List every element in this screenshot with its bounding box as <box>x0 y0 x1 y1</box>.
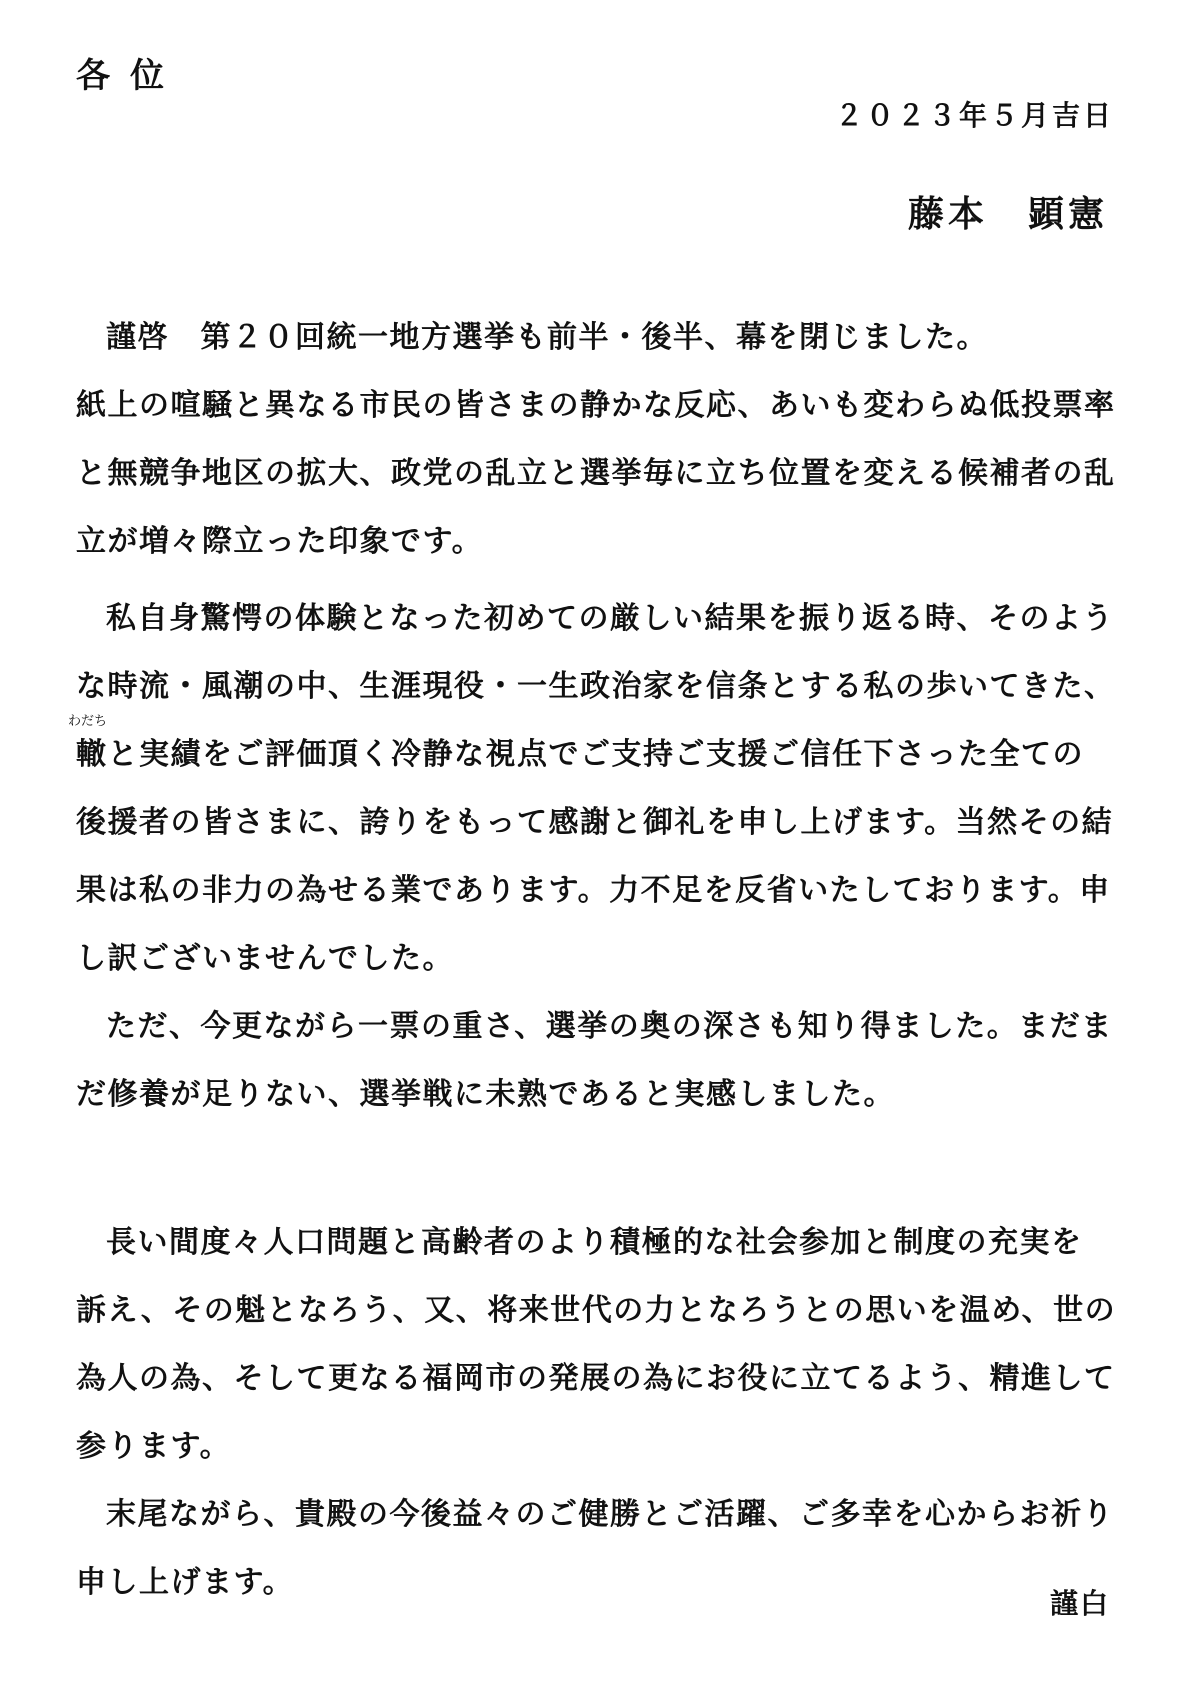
ruby-base: 轍 <box>76 737 108 772</box>
paragraph-reflection <box>76 993 1136 1129</box>
paragraph-line: 為人の為、そして更なる福岡市の発展の為にお役に立てるよう、精進して <box>76 1361 1116 1396</box>
paragraph-line: と無競争地区の拡大、政党の乱立と選挙毎に立ち位置を変える候補者の乱 <box>76 456 1116 491</box>
ruby-word <box>68 714 108 789</box>
letter-date: ２０２３年５月吉日 <box>834 99 1114 132</box>
closing-salutation: 謹白 <box>1049 1587 1110 1620</box>
addressee: 各位 <box>76 56 184 96</box>
paragraph-line: 紙上の喧騒と異なる市民の皆さまの静かな反応、あいも変わらぬ低投票率 <box>76 388 1116 423</box>
paragraph-commitment <box>76 1209 1136 1481</box>
paragraph-line: 訴え、その魁となろう、又、将来世代の力となろうとの思いを温め、世の <box>76 1293 1117 1328</box>
paragraph-line-rest: と実績をご評価頂く冷静な視点でご支持ご支援ご信任下さった全ての <box>107 737 1084 772</box>
paragraph-line: し訳ございませんでした。 <box>76 941 454 976</box>
paragraph-line: 果は私の非力の為せる業であります。力不足を反省いたしております。申 <box>76 873 1111 908</box>
paragraph-line: 後援者の皆さまに、誇りをもって感謝と御礼を申し上げます。当然その結 <box>76 805 1114 840</box>
paragraph-line: 私自身驚愕の体験となった初めての厳しい結果を振り返る時、そのよう <box>106 601 1114 636</box>
author-name: 藤本 顕憲 <box>907 194 1108 235</box>
paragraph-line: 申し上げます。 <box>76 1565 295 1600</box>
paragraph-closing-wishes <box>76 1481 1136 1617</box>
paragraph-line: 謹啓 第２０回統一地方選挙も前半・後半、幕を閉じました。 <box>106 320 988 355</box>
paragraph-opening <box>76 304 1136 576</box>
paragraph-line: 末尾ながら、貴殿の今後益々のご健勝とご活躍、ご多幸を心からお祈り <box>106 1497 1114 1532</box>
paragraph-line: 長い間度々人口問題と高齢者のより積極的な社会参加と制度の充実を <box>106 1225 1083 1260</box>
paragraph-line: 参ります。 <box>76 1429 232 1464</box>
ruby-reading: わだち <box>68 714 108 729</box>
paragraph-line: な時流・風潮の中、生涯現役・一生政治家を信条とする私の歩いてきた、 <box>76 669 1116 704</box>
paragraph-line-with-ruby <box>68 714 1136 789</box>
paragraph-line: ただ、今更ながら一票の重さ、選挙の奥の深さも知り得ました。まだま <box>106 1009 1113 1044</box>
paragraph-line: だ修養が足りない、選挙戦に未熟であると実感しました。 <box>76 1077 895 1112</box>
paragraph-line: 立が増々際立った印象です。 <box>76 524 484 559</box>
paragraph-gratitude <box>68 585 1136 993</box>
